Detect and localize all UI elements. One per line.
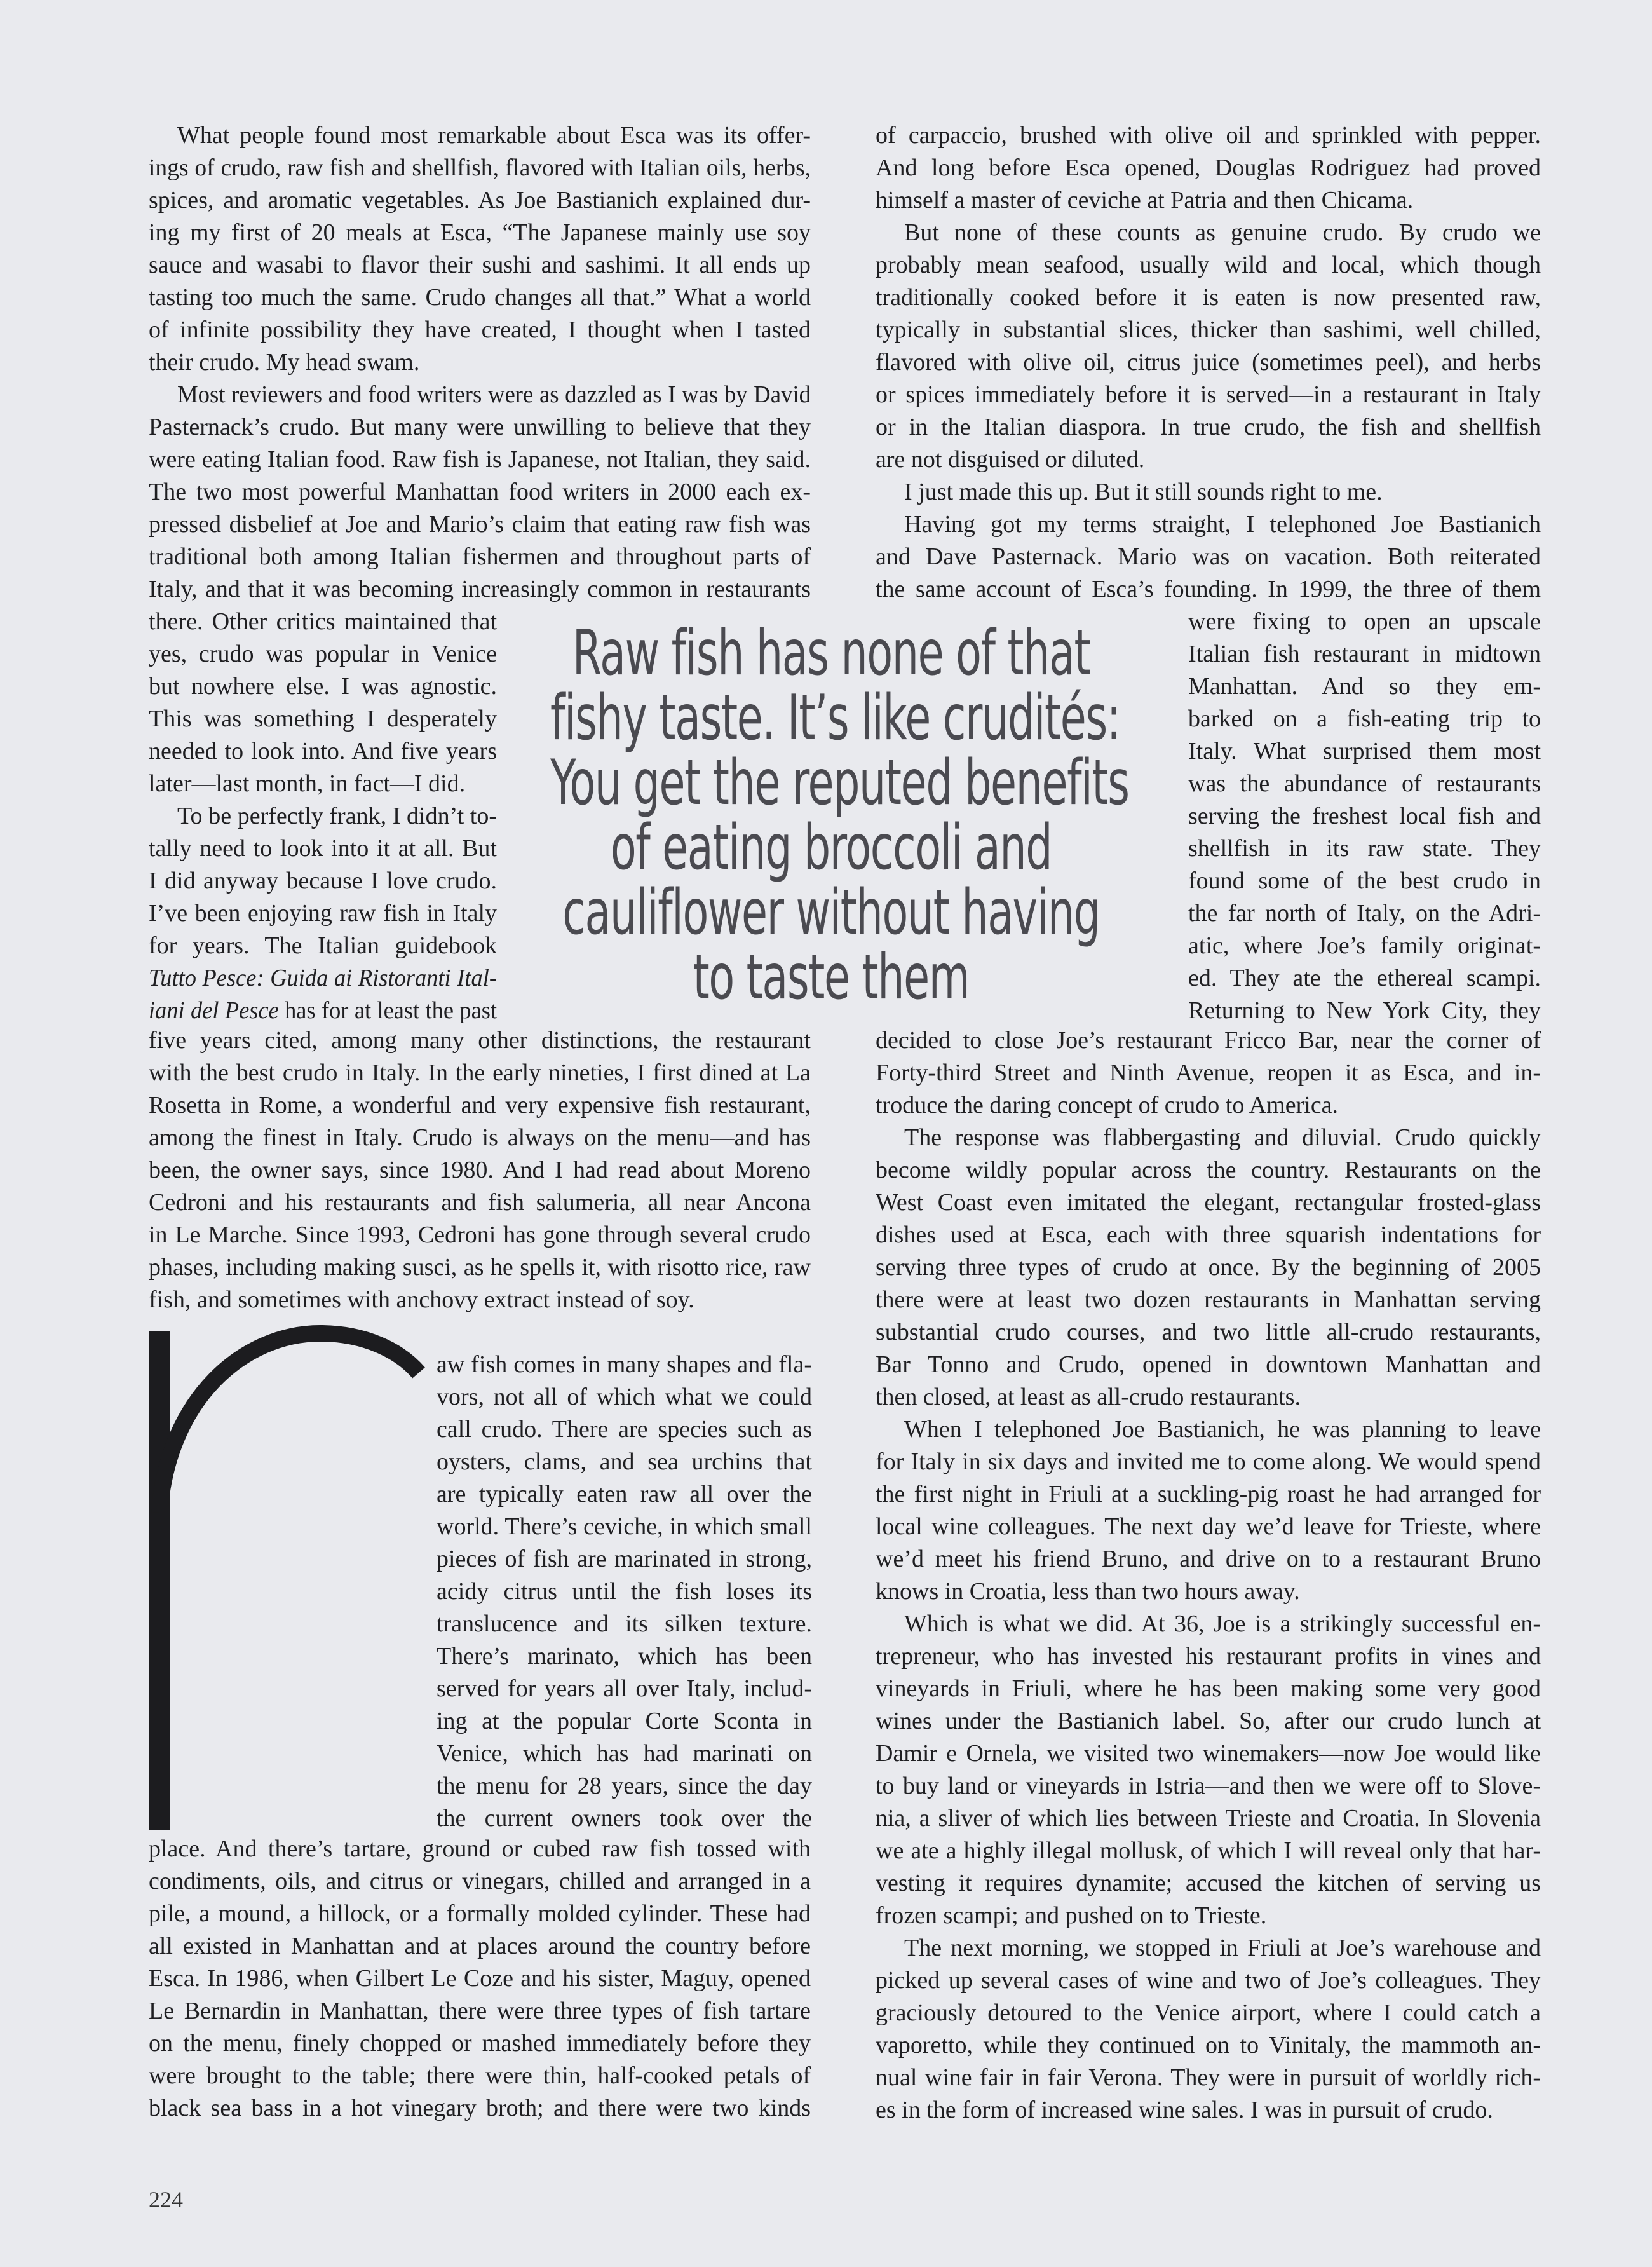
- text-line: The two most powerful Manhattan food writers in 2000 each ex-: [149, 479, 811, 505]
- text-line: or in the Italian diaspora. In true crudo, the fish and shellfish: [876, 414, 1541, 440]
- text-line: ing at the popular Corte Sconta in: [437, 1708, 812, 1734]
- text-line: Italian fish restaurant in midtown: [1188, 641, 1541, 667]
- text-line: es in the form of increased wine sales. I was in pursuit of crudo.: [876, 2097, 1493, 2123]
- text-line: oysters, clams, and sea urchins that: [437, 1448, 812, 1475]
- paragraph: [876, 1025, 1541, 1122]
- text-line: trepreneur, who has invested his restaurant profits in vines and: [876, 1643, 1541, 1670]
- text-line: aw fish comes in many shapes and fla-: [437, 1351, 812, 1378]
- text-line: decided to close Joe’s restaurant Fricco Bar, near the corner of: [876, 1027, 1541, 1054]
- paragraph: [876, 1413, 1541, 1608]
- text-line: call crudo. There are species such as: [437, 1416, 812, 1443]
- text-line: I did anyway because I love crudo.: [149, 868, 497, 894]
- right-column-opening: [876, 119, 1541, 606]
- pull-quote-line: fishy taste. It’s like crudités:: [550, 682, 1120, 754]
- text-line: Bar Tonno and Crudo, opened in downtown Manhattan and: [876, 1351, 1541, 1378]
- text-line: Cedroni and his restaurants and fish salumeria, all near Ancona: [149, 1189, 811, 1216]
- text-line: become wildly popular across the country. Restaurants on the: [876, 1157, 1541, 1183]
- text-line: found some of the best crudo in: [1188, 868, 1541, 894]
- text-line: Having got my terms straight, I telephoned Joe Bastianich: [904, 511, 1541, 538]
- text-line: then closed, at least as all-crudo restaurants.: [876, 1384, 1301, 1410]
- text-line: Italy, and that it was becoming increasingly common in restaurants: [149, 576, 811, 602]
- text-line: there. Other critics maintained that: [149, 608, 497, 635]
- text-line: pieces of fish are marinated in strong,: [437, 1546, 812, 1572]
- text-line: been, the owner says, since 1980. And I had read about Moreno: [149, 1157, 811, 1183]
- text-line: Rosetta in Rome, a wonderful and very expensive fish restaurant,: [149, 1092, 811, 1119]
- text-line: There’s marinato, which has been: [437, 1643, 812, 1670]
- text-line: pile, a mound, a hillock, or a formally molded cylinder. These had: [149, 1900, 811, 1927]
- text-line: served for years all over Italy, includ-: [437, 1675, 812, 1702]
- paragraph: [1188, 606, 1541, 1027]
- text-line: tally need to look into it at all. But: [149, 835, 497, 862]
- text-line: I just made this up. But it still sounds right to me.: [904, 479, 1383, 505]
- paragraph: [876, 508, 1541, 606]
- text-line: Damir e Ornela, we visited two winemakers—now Joe would like: [876, 1740, 1541, 1767]
- text-line: Esca. In 1986, when Gilbert Le Coze and his sister, Maguy, opened: [149, 1965, 811, 1992]
- left-column-closing: [149, 1833, 811, 2125]
- text-line: sauce and wasabi to flavor their sushi and sashimi. It all ends up: [149, 252, 811, 278]
- text-line: pressed disbelief at Joe and Mario’s claim that eating raw fish was: [149, 511, 811, 538]
- text-line: phases, including making susci, as he spells it, with risotto rice, raw: [149, 1254, 811, 1281]
- pull-quote-line: to taste them: [693, 941, 970, 1014]
- left-column-narrow: [149, 606, 497, 1027]
- text-line: of carpaccio, brushed with olive oil and sprinkled with pepper.: [876, 122, 1541, 149]
- text-line: of infinite possibility they have created, I thought when I tasted: [149, 317, 811, 343]
- text-line: troduce the daring concept of crudo to America.: [876, 1092, 1339, 1119]
- text-line: acidy citrus until the fish loses its: [437, 1578, 812, 1605]
- paragraph: [876, 119, 1541, 217]
- text-line: vaporetto, while they continued on to Vinitaly, the mammoth an-: [876, 2032, 1541, 2059]
- text-line: What people found most remarkable about Esca was its offer-: [177, 122, 811, 149]
- text-line: the menu for 28 years, since the day: [437, 1773, 812, 1799]
- text-line: we ate a highly illegal mollusk, of which I will reveal only that har-: [876, 1837, 1541, 1864]
- italic-title: iani del Pesce: [149, 997, 279, 1024]
- paragraph: [876, 1932, 1541, 2127]
- text-line: five years cited, among many other distinctions, the restaurant: [149, 1027, 811, 1054]
- text-line: ing my first of 20 meals at Esca, “The Japanese mainly use soy: [149, 219, 811, 246]
- text-line: yes, crudo was popular in Venice: [149, 641, 497, 667]
- text-line: on the menu, finely chopped or mashed immediately before they: [149, 2030, 811, 2057]
- text-line: typically in substantial slices, thicker than sashimi, well chilled,: [876, 317, 1541, 343]
- paragraph: [149, 119, 811, 379]
- italic-title: Tutto Pesce: Guida ai Ristoranti Ital-: [149, 965, 497, 991]
- text-line: frozen scampi; and pushed on to Trieste.: [876, 1902, 1267, 1929]
- text-line: translucence and its silken texture.: [437, 1610, 812, 1637]
- left-column-middle: [149, 1025, 811, 1316]
- text-line: wines under the Bastianich label. So, after our crudo lunch at: [876, 1708, 1541, 1734]
- pull-quote-line: You get the reputed benefits: [550, 747, 1129, 819]
- text-line: Manhattan. And so they em-: [1188, 673, 1541, 700]
- pull-quote-line: cauliflower without having: [562, 876, 1100, 949]
- paragraph: [876, 1608, 1541, 1932]
- paragraph: [876, 217, 1541, 476]
- text-line: among the finest in Italy. Crudo is always on the menu—and has: [149, 1124, 811, 1151]
- paragraph: [149, 606, 497, 800]
- text-line: Le Bernardin in Manhattan, there were three types of fish tartare: [149, 1998, 811, 2024]
- text-line: ed. They ate the ethereal scampi.: [1188, 965, 1541, 991]
- text-line: their crudo. My head swam.: [149, 349, 420, 376]
- text-line: Pasternack’s crudo. But many were unwilling to believe that they: [149, 414, 811, 440]
- text-line: probably mean seafood, usually wild and local, which though: [876, 252, 1541, 278]
- paragraph: [876, 1122, 1541, 1413]
- pull-quote: [550, 617, 1129, 1014]
- text-line: [149, 962, 497, 995]
- text-line: the current owners took over the: [437, 1805, 812, 1832]
- text-line: But none of these counts as genuine crudo. By crudo we: [904, 219, 1541, 246]
- text-line: was the abundance of restaurants: [1188, 770, 1541, 797]
- text-line: all existed in Manhattan and at places around the country before: [149, 1933, 811, 1959]
- pull-quote-line: of eating broccoli and: [610, 812, 1052, 884]
- text-line: knows in Croatia, less than two hours away.: [876, 1578, 1300, 1605]
- left-column-dropcap-section: [437, 1349, 812, 1835]
- right-column-narrow: [1188, 606, 1541, 1027]
- paragraph: [437, 1349, 812, 1835]
- paragraph: [876, 476, 1541, 508]
- text-line: the same account of Esca’s founding. In 1999, the three of them: [876, 576, 1541, 602]
- text-line: Which is what we did. At 36, Joe is a strikingly successful en-: [904, 1610, 1541, 1637]
- text-line: serving three types of crudo at once. By the beginning of 2005: [876, 1254, 1541, 1281]
- text-line: The response was flabbergasting and diluvial. Crudo quickly: [904, 1124, 1541, 1151]
- text-line: nual wine fair in fair Verona. They were in pursuit of worldly rich-: [876, 2064, 1541, 2091]
- text-line: traditionally cooked before it is eaten is now presented raw,: [876, 284, 1541, 311]
- text-line: the far north of Italy, on the Adri-: [1188, 900, 1541, 927]
- text-line: fish, and sometimes with anchovy extract instead of soy.: [149, 1286, 694, 1313]
- text-line: but nowhere else. I was agnostic.: [149, 673, 497, 700]
- text-line: with the best crudo in Italy. In the early nineties, I first dined at La: [149, 1059, 811, 1086]
- text-line: local wine colleagues. The next day we’d leave for Trieste, where: [876, 1513, 1541, 1540]
- text-line: vineyards in Friuli, where he has been making some very good: [876, 1675, 1541, 1702]
- paragraph: [149, 1833, 811, 2125]
- text-line: black sea bass in a hot vinegary broth; and there were two kinds: [149, 2095, 811, 2121]
- text-line: are not disguised or diluted.: [876, 446, 1145, 473]
- text-line: picked up several cases of wine and two of Joe’s colleagues. They: [876, 1967, 1541, 1994]
- text-line: West Coast even imitated the elegant, rectangular frosted-glass: [876, 1189, 1541, 1216]
- right-column-closing: [876, 1025, 1541, 2127]
- text-line: and Dave Pasternack. Mario was on vacation. Both reiterated: [876, 543, 1541, 570]
- text-line: world. There’s ceviche, in which small: [437, 1513, 812, 1540]
- text-line: This was something I desperately: [149, 705, 497, 732]
- text-line: condiments, oils, and citrus or vinegars, chilled and arranged in a: [149, 1868, 811, 1895]
- text-line: were fixing to open an upscale: [1188, 608, 1541, 635]
- text-line: Forty-third Street and Ninth Avenue, reopen it as Esca, and in-: [876, 1059, 1541, 1086]
- left-column-opening: [149, 119, 811, 606]
- text-line: vesting it requires dynamite; accused the kitchen of serving us: [876, 1870, 1541, 1896]
- text-line: substantial crudo courses, and two little all-crudo restaurants,: [876, 1319, 1541, 1345]
- paragraph: [149, 379, 811, 606]
- text-line: we’d meet his friend Bruno, and drive on to a restaurant Bruno: [876, 1546, 1541, 1572]
- text-line: the first night in Friuli at a suckling-pig roast he had arranged for: [876, 1481, 1541, 1508]
- text-line: for Italy in six days and invited me to come along. We would spend: [876, 1448, 1541, 1475]
- text-line: in Le Marche. Since 1993, Cedroni has gone through several crudo: [149, 1222, 811, 1248]
- text-line: needed to look into. And five years: [149, 738, 497, 765]
- text-line: spices, and aromatic vegetables. As Joe Bastianich explained dur-: [149, 187, 811, 214]
- text-line: for years. The Italian guidebook: [149, 932, 497, 959]
- text-line: traditional both among Italian fishermen and throughout parts of: [149, 543, 811, 570]
- text-line: dishes used at Esca, each with three squarish indentations for: [876, 1222, 1541, 1248]
- text-line: vors, not all of which what we could: [437, 1384, 812, 1410]
- text-line: And long before Esca opened, Douglas Rodriguez had proved: [876, 154, 1541, 181]
- text-line: were eating Italian food. Raw fish is Japanese, not Italian, they said.: [149, 446, 811, 473]
- text-line: Returning to New York City, they: [1188, 997, 1541, 1024]
- text-line: graciously detoured to the Venice airport, where I could catch a: [876, 1999, 1541, 2026]
- pull-quote-line: Raw fish has none of that: [572, 617, 1090, 690]
- text-line: ings of crudo, raw fish and shellfish, flavored with Italian oils, herbs,: [149, 154, 811, 181]
- text-line: iani del Pesce has for at least the past: [149, 997, 497, 1024]
- text-line: himself a master of ceviche at Patria and then Chicama.: [876, 187, 1414, 214]
- text-line: When I telephoned Joe Bastianich, he was planning to leave: [904, 1416, 1541, 1443]
- drop-cap-r: [149, 1322, 428, 1830]
- text-line: are typically eaten raw all over the: [437, 1481, 812, 1508]
- text-line: flavored with olive oil, citrus juice (sometimes peel), and herbs: [876, 349, 1541, 376]
- text-line: Most reviewers and food writers were as dazzled as I was by David: [177, 381, 811, 408]
- text-line: I’ve been enjoying raw fish in Italy: [149, 900, 497, 927]
- page-number: 224: [149, 2187, 183, 2212]
- text-line: To be perfectly frank, I didn’t to-: [177, 803, 497, 829]
- text-line: later—last month, in fact—I did.: [149, 770, 466, 797]
- text-line: serving the freshest local fish and: [1188, 803, 1541, 829]
- text-line: or spices immediately before it is served—in a restaurant in Italy: [876, 381, 1541, 408]
- text-line: place. And there’s tartare, ground or cubed raw fish tossed with: [149, 1835, 811, 1862]
- text-line: Italy. What surprised them most: [1188, 738, 1541, 765]
- text-line: barked on a fish-eating trip to: [1188, 705, 1541, 732]
- text-line: The next morning, we stopped in Friuli at Joe’s warehouse and: [904, 1935, 1541, 1961]
- text-line: atic, where Joe’s family originat-: [1188, 932, 1541, 959]
- text-line: were brought to the table; there were thin, half-cooked petals of: [149, 2062, 811, 2089]
- text-line: tasting too much the same. Crudo changes all that.” What a world: [149, 284, 811, 311]
- paragraph: [149, 1025, 811, 1316]
- text-line: to buy land or vineyards in Istria—and then we were off to Slove-: [876, 1773, 1541, 1799]
- text-line: Venice, which has had marinati on: [437, 1740, 812, 1767]
- text-line: nia, a sliver of which lies between Trieste and Croatia. In Slovenia: [876, 1805, 1541, 1832]
- paragraph: [149, 800, 497, 1027]
- text-line: there were at least two dozen restaurants in Manhattan serving: [876, 1286, 1541, 1313]
- text-line: shellfish in its raw state. They: [1188, 835, 1541, 862]
